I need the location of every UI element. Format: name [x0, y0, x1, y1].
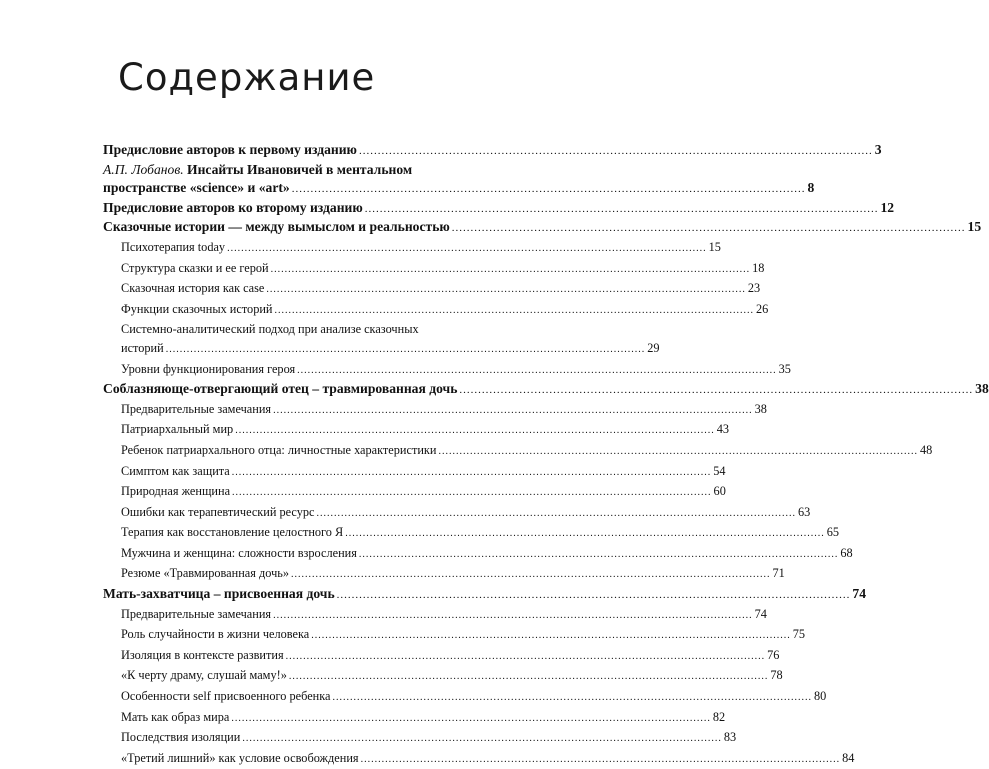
toc-entry-label: Функции сказочных историй [121, 301, 273, 316]
toc-entry[interactable] [103, 482, 726, 503]
toc-entry-page: 43 [716, 422, 729, 437]
leader-dots: ......................................................................................................................................... [360, 753, 841, 765]
toc-entry-label: Мать-захватчица – присвоенная дочь [103, 586, 335, 602]
toc-entry-author: А.П. Лобанов. [103, 161, 184, 177]
toc-entry[interactable] [103, 279, 761, 300]
toc-entry-page: 74 [852, 586, 866, 602]
toc-entry-page: 38 [754, 401, 767, 416]
toc-entry-label: пространстве «science» и «art» [103, 180, 290, 196]
toc-entry-page: 54 [713, 463, 726, 478]
toc-entry-page: 63 [797, 504, 811, 519]
toc-entry[interactable] [103, 646, 780, 667]
toc-entry-page: 48 [919, 442, 933, 457]
toc-entry-label: Терапия как восстановление целостного Я [121, 525, 344, 540]
toc-entry-page: 78 [770, 668, 783, 683]
leader-dots: ......................................................................................................................................... [358, 548, 839, 560]
toc-entry[interactable] [103, 238, 721, 259]
leader-dots: ......................................................................................................................................... [165, 343, 646, 355]
toc-entry-label: Уровни функционирования героя [121, 361, 296, 376]
leader-dots: ......................................................................................................................................... [311, 630, 791, 642]
toc-entry-page: 80 [813, 689, 827, 704]
toc-entry[interactable] [103, 523, 840, 544]
toc-entry-label: историй [121, 340, 164, 355]
toc-entry-page: 26 [756, 301, 769, 316]
toc-entry-label: Симптом как защита [121, 463, 230, 478]
toc-entry-label: Мать как образ мира [121, 709, 230, 724]
toc-entry[interactable] [103, 339, 660, 360]
leader-dots: ......................................................................................................................................... [231, 466, 712, 478]
table-of-contents [103, 141, 989, 769]
leader-dots: ......................................................................................................................................... [316, 507, 796, 519]
toc-entry-page: 74 [754, 606, 767, 621]
toc-entry-page: 35 [778, 361, 791, 376]
leader-dots: ......................................................................................................................................... [291, 569, 771, 581]
toc-entry-page: 29 [647, 340, 660, 355]
leader-dots: ......................................................................................................................................... [273, 404, 753, 416]
leader-dots: ......................................................................................................................................... [288, 671, 769, 683]
toc-entry[interactable] [103, 503, 811, 524]
toc-entry[interactable] [103, 441, 933, 462]
toc-entry-label: Психотерапия today [121, 239, 226, 254]
toc-entry-label: Предварительные замечания [121, 606, 272, 621]
toc-entry[interactable] [103, 728, 737, 749]
leader-dots: ......................................................................................................................................... [358, 145, 873, 157]
toc-entry[interactable] [103, 259, 765, 280]
toc-entry-label: Соблазняюще-отвергающий отец – травмированная дочь [103, 381, 458, 397]
toc-entry-page: 12 [880, 199, 895, 215]
leader-dots: ......................................................................................................................................... [232, 487, 712, 499]
toc-entry-page: 84 [842, 750, 855, 765]
toc-entry[interactable] [103, 141, 882, 161]
leader-dots: ......................................................................................................................................... [332, 692, 812, 704]
leader-dots: ......................................................................................................................................... [291, 183, 806, 196]
toc-entry-label: Предварительные замечания [121, 401, 272, 416]
toc-entry[interactable] [103, 179, 815, 199]
toc-entry-page: 3 [874, 142, 882, 157]
toc-entry-label: Структура сказки и ее герой [121, 260, 269, 275]
toc-entry-label: Ошибки как терапевтический ресурс [121, 504, 315, 519]
toc-entry-label: «К черту драму, слушай маму!» [121, 668, 287, 683]
toc-entry[interactable] [103, 666, 783, 687]
leader-dots: ......................................................................................................................................... [274, 304, 755, 316]
leader-dots: ......................................................................................................................................... [242, 733, 722, 745]
toc-entry-label: Предисловие авторов ко второму изданию [103, 199, 363, 215]
toc-entry[interactable] [103, 544, 853, 565]
toc-entry-label: Природная женщина [121, 484, 231, 499]
toc-entry-label: Сказочные истории — между вымыслом и реальностью [103, 219, 450, 235]
leader-dots: ......................................................................................................................................... [345, 528, 825, 540]
toc-entry[interactable] [103, 360, 791, 381]
leader-dots: ......................................................................................................................................... [451, 222, 966, 235]
toc-entry-page: 18 [752, 260, 765, 275]
toc-entry[interactable] [103, 300, 769, 321]
toc-entry-label: Роль случайности в жизни человека [121, 627, 310, 642]
toc-entry[interactable] [103, 605, 767, 626]
toc-entry[interactable] [103, 625, 806, 646]
toc-entry-page: 75 [792, 627, 806, 642]
toc-entry[interactable] [103, 585, 866, 605]
leader-dots: ......................................................................................................................................... [273, 609, 753, 621]
toc-entry-page: 76 [767, 647, 780, 662]
toc-entry-page: 83 [723, 730, 737, 745]
toc-entry-line[interactable] [103, 161, 490, 180]
toc-entry[interactable] [103, 380, 989, 400]
toc-entry-label: Особенности self присвоенного ребенка [121, 689, 331, 704]
toc-entry-page: 15 [967, 219, 982, 235]
leader-dots: ......................................................................................................................................... [459, 384, 974, 397]
toc-entry[interactable] [103, 218, 982, 238]
toc-entry[interactable] [103, 749, 855, 769]
leader-dots: ......................................................................................................................................... [266, 284, 746, 296]
leader-dots: ......................................................................................................................................... [270, 263, 751, 275]
leader-dots: ......................................................................................................................................... [438, 445, 918, 457]
toc-entry-page: 68 [840, 545, 853, 560]
leader-dots: ......................................................................................................................................... [235, 425, 715, 437]
toc-entry-label: Резюме «Травмированная дочь» [121, 566, 290, 581]
toc-entry-label: Ребенок патриархального отца: личностные характеристики [121, 442, 437, 457]
toc-entry-label: Изоляция в контексте развития [121, 647, 284, 662]
leader-dots: ......................................................................................................................................... [297, 364, 777, 376]
page-title: Содержание [118, 56, 376, 99]
toc-entry[interactable] [103, 708, 726, 729]
toc-entry[interactable] [103, 400, 767, 421]
toc-entry-page: 60 [713, 484, 726, 499]
toc-entry-label: Сказочная история как case [121, 281, 265, 296]
toc-entry-line[interactable] [103, 320, 490, 339]
leader-dots: ......................................................................................................................................... [364, 202, 879, 215]
toc-entry-label: Системно-аналитический подход при анализе сказочных [121, 322, 419, 337]
toc-entry-page: 82 [712, 709, 726, 724]
leader-dots: ......................................................................................................................................... [231, 712, 711, 724]
toc-entry-page: 65 [826, 525, 840, 540]
toc-entry-label: Патриархальный мир [121, 422, 234, 437]
toc-entry-page: 23 [747, 281, 761, 296]
toc-entry-page: 38 [975, 381, 989, 397]
toc-entry[interactable] [103, 199, 895, 219]
toc-entry[interactable] [103, 564, 785, 585]
toc-entry-label: Мужчина и женщина: сложности взросления [121, 545, 357, 560]
leader-dots: ......................................................................................................................................... [227, 242, 707, 254]
toc-entry-page: 71 [772, 566, 785, 581]
toc-entry-page: 8 [807, 180, 815, 196]
leader-dots: ......................................................................................................................................... [285, 650, 766, 662]
leader-dots: ......................................................................................................................................... [336, 589, 851, 602]
toc-entry-label: Инсайты Ивановичей в ментальном [187, 161, 413, 177]
toc-entry[interactable] [103, 420, 729, 441]
toc-entry-label: Последствия изоляции [121, 730, 241, 745]
toc-entry-label: Предисловие авторов к первому изданию [103, 142, 357, 157]
toc-entry-label: «Третий лишний» как условие освобождения [121, 750, 359, 765]
toc-entry[interactable] [103, 462, 726, 483]
toc-entry[interactable] [103, 687, 827, 708]
toc-entry-page: 15 [708, 239, 721, 254]
